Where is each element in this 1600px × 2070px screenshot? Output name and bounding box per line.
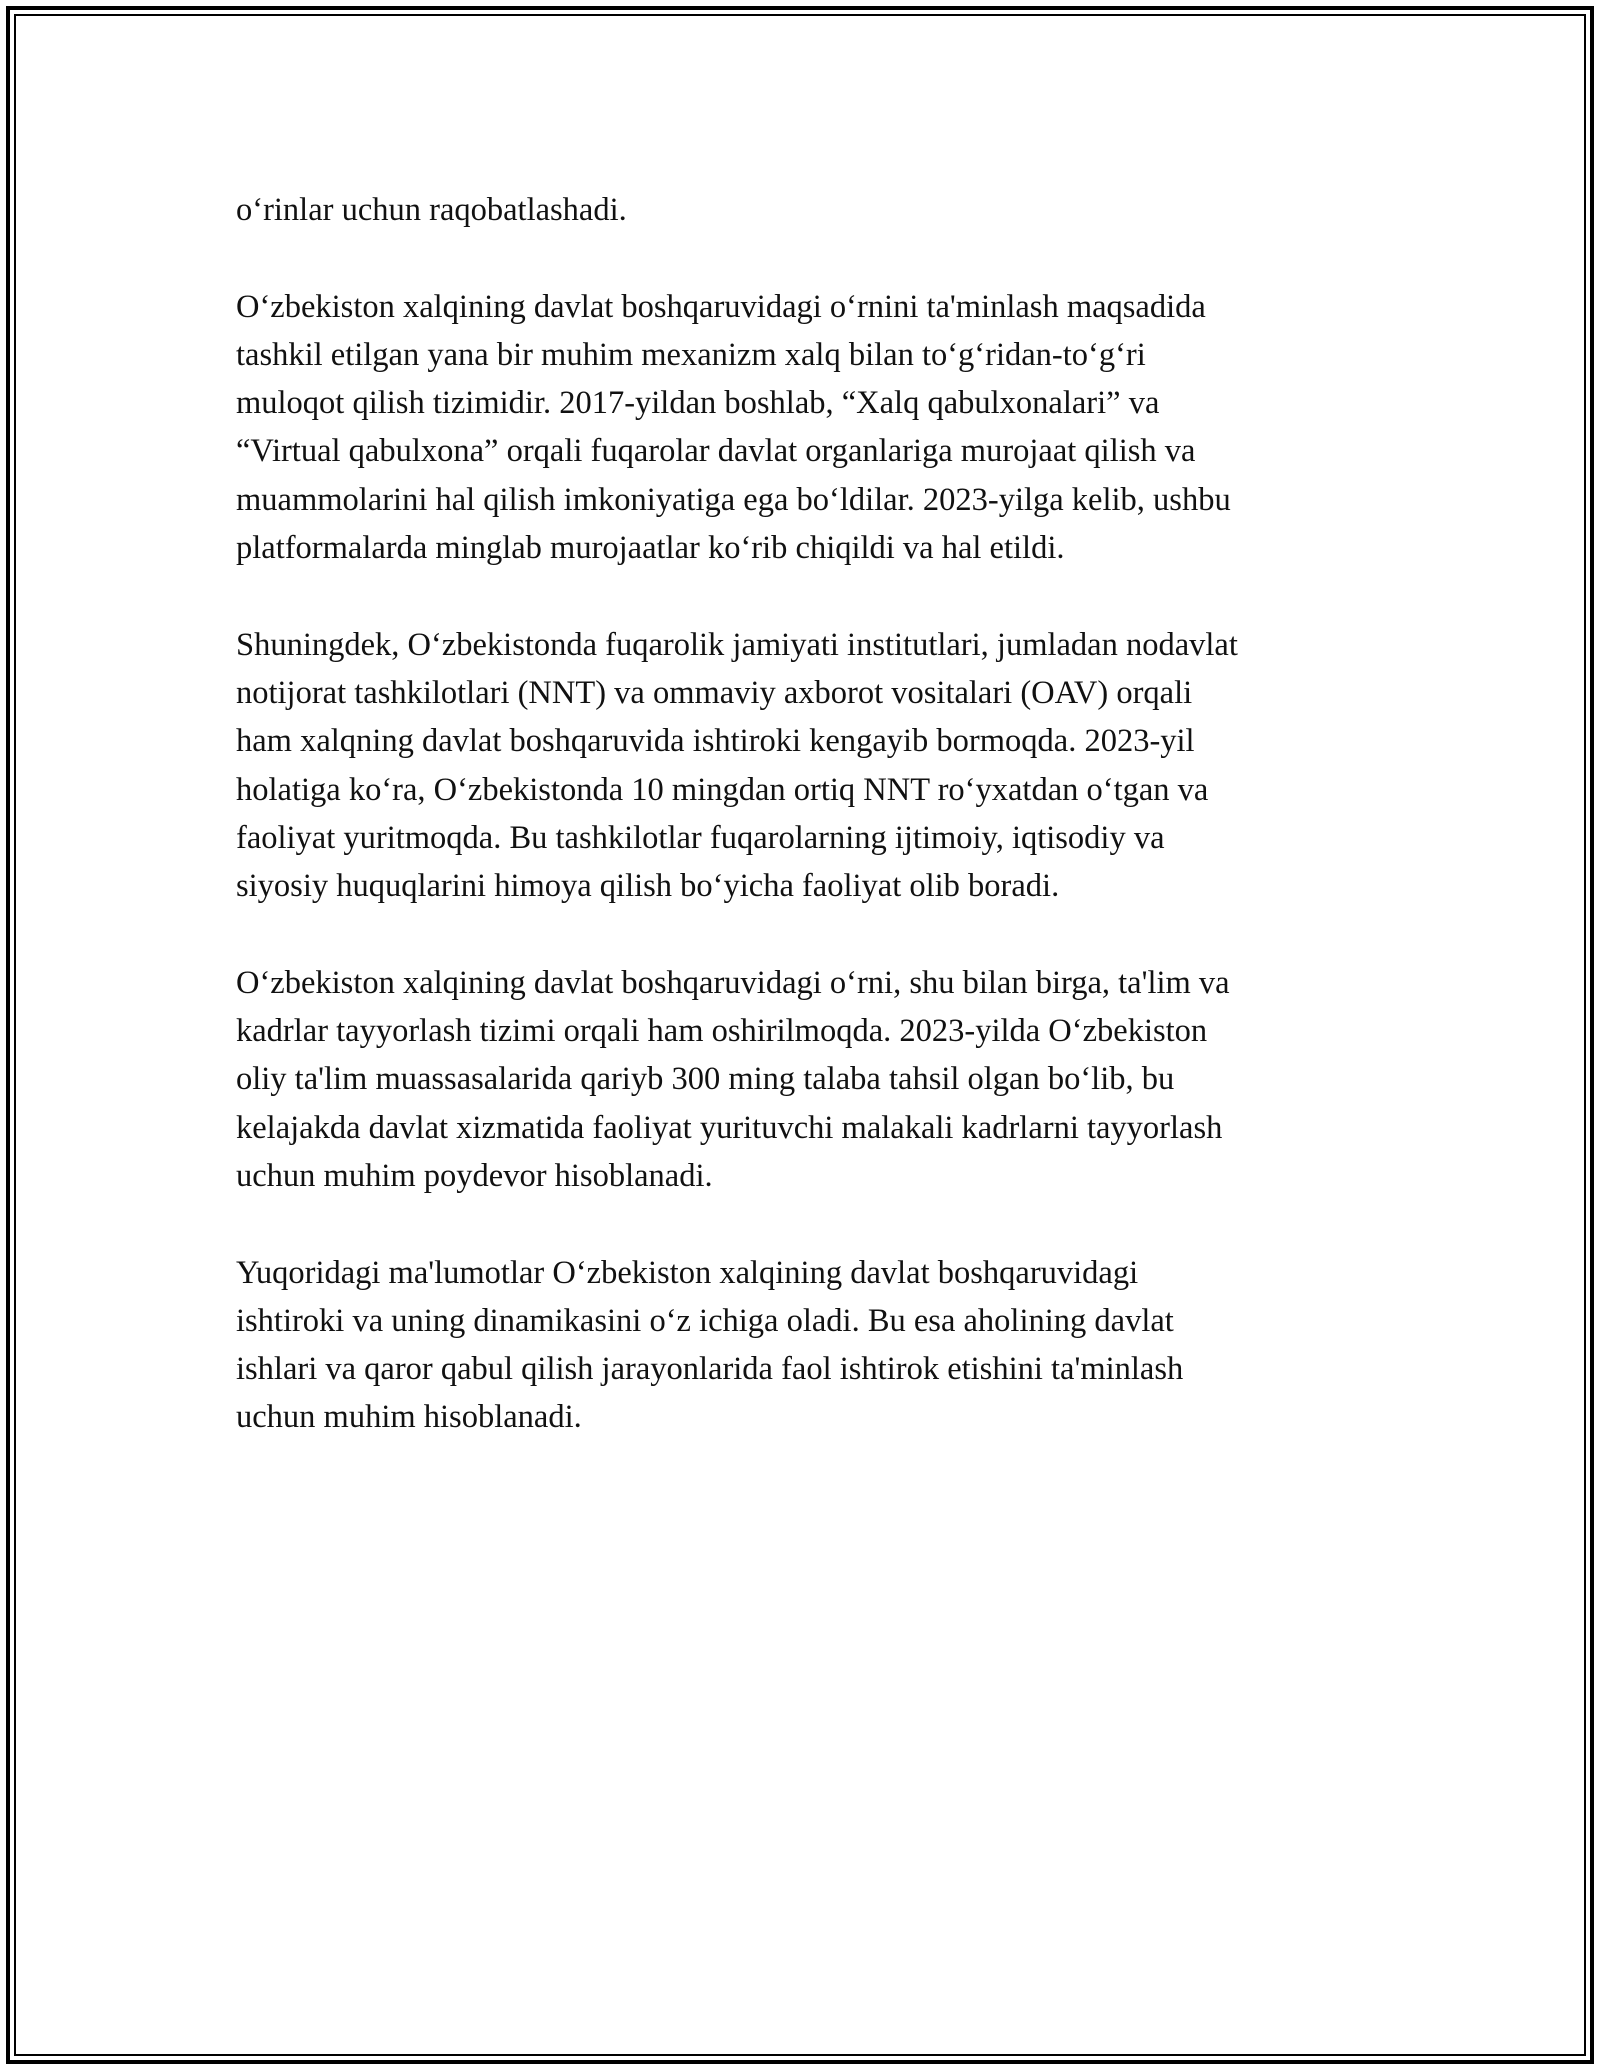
paragraph-citizen-dialogue: O‘zbekiston xalqining davlat boshqaruvidagi o‘rnini ta'minlash maqsadida tashkil etilgan yana bir muhim mexanizm xalq bilan to‘g‘ridan-to‘g‘ri muloqot qilish tizimidir. 2017-yildan boshlab, “Xalq qabulxonalari” va “Virtual qabulxona” orqali fuqarolar davlat organlariga murojaat qilish va muammolarini hal qilish imkoniyatiga ega bo‘ldilar. 2023-yilga kelib, ushbu platformalarda minglab murojaatlar ko‘rib chiqildi va hal etildi. (236, 288, 1231, 567)
document-body (236, 186, 1386, 1490)
paragraph-education: O‘zbekiston xalqining davlat boshqaruvidagi o‘rni, shu bilan birga, ta'lim va kadrlar tayyorlash tizimi orqali ham oshirilmoqda. 2023-yilda O‘zbekiston oliy ta'lim muassasalarida qariyb 300 ming talaba tahsil olgan bo‘lib, bu kelajakda davlat xizmatida faoliyat yurituvchi malakali kadrlarni tayyorlash uchun muhim poydevor hisoblanadi. (236, 964, 1230, 1194)
paragraph-continuation: o‘rinlar uchun raqobatlashadi. (236, 192, 627, 228)
paragraph-civil-society: Shuningdek, O‘zbekistonda fuqarolik jamiyati institutlari, jumladan nodavlat notijorat tashkilotlari (NNT) va ommaviy axborot vositalari (OAV) orqali ham xalqning davlat boshqaruvida ishtiroki kengayib bormoqda. 2023-yil holatiga ko‘ra, O‘zbekistonda 10 mingdan ortiq NNT ro‘yxatdan o‘tgan va faoliyat yuritmoqda. Bu tashkilotlar fuqarolarning ijtimoiy, iqtisodiy va siyosiy huquqlarini himoya qilish bo‘yicha faoliyat olib boradi. (236, 626, 1238, 905)
paragraph-conclusion: Yuqoridagi ma'lumotlar O‘zbekiston xalqining davlat boshqaruvidagi ishtiroki va uning dinamikasini o‘z ichiga oladi. Bu esa aholining davlat ishlari va qaror qabul qilish jarayonlarida faol ishtirok etishini ta'minlash uchun muhim hisoblanadi. (236, 1254, 1184, 1436)
